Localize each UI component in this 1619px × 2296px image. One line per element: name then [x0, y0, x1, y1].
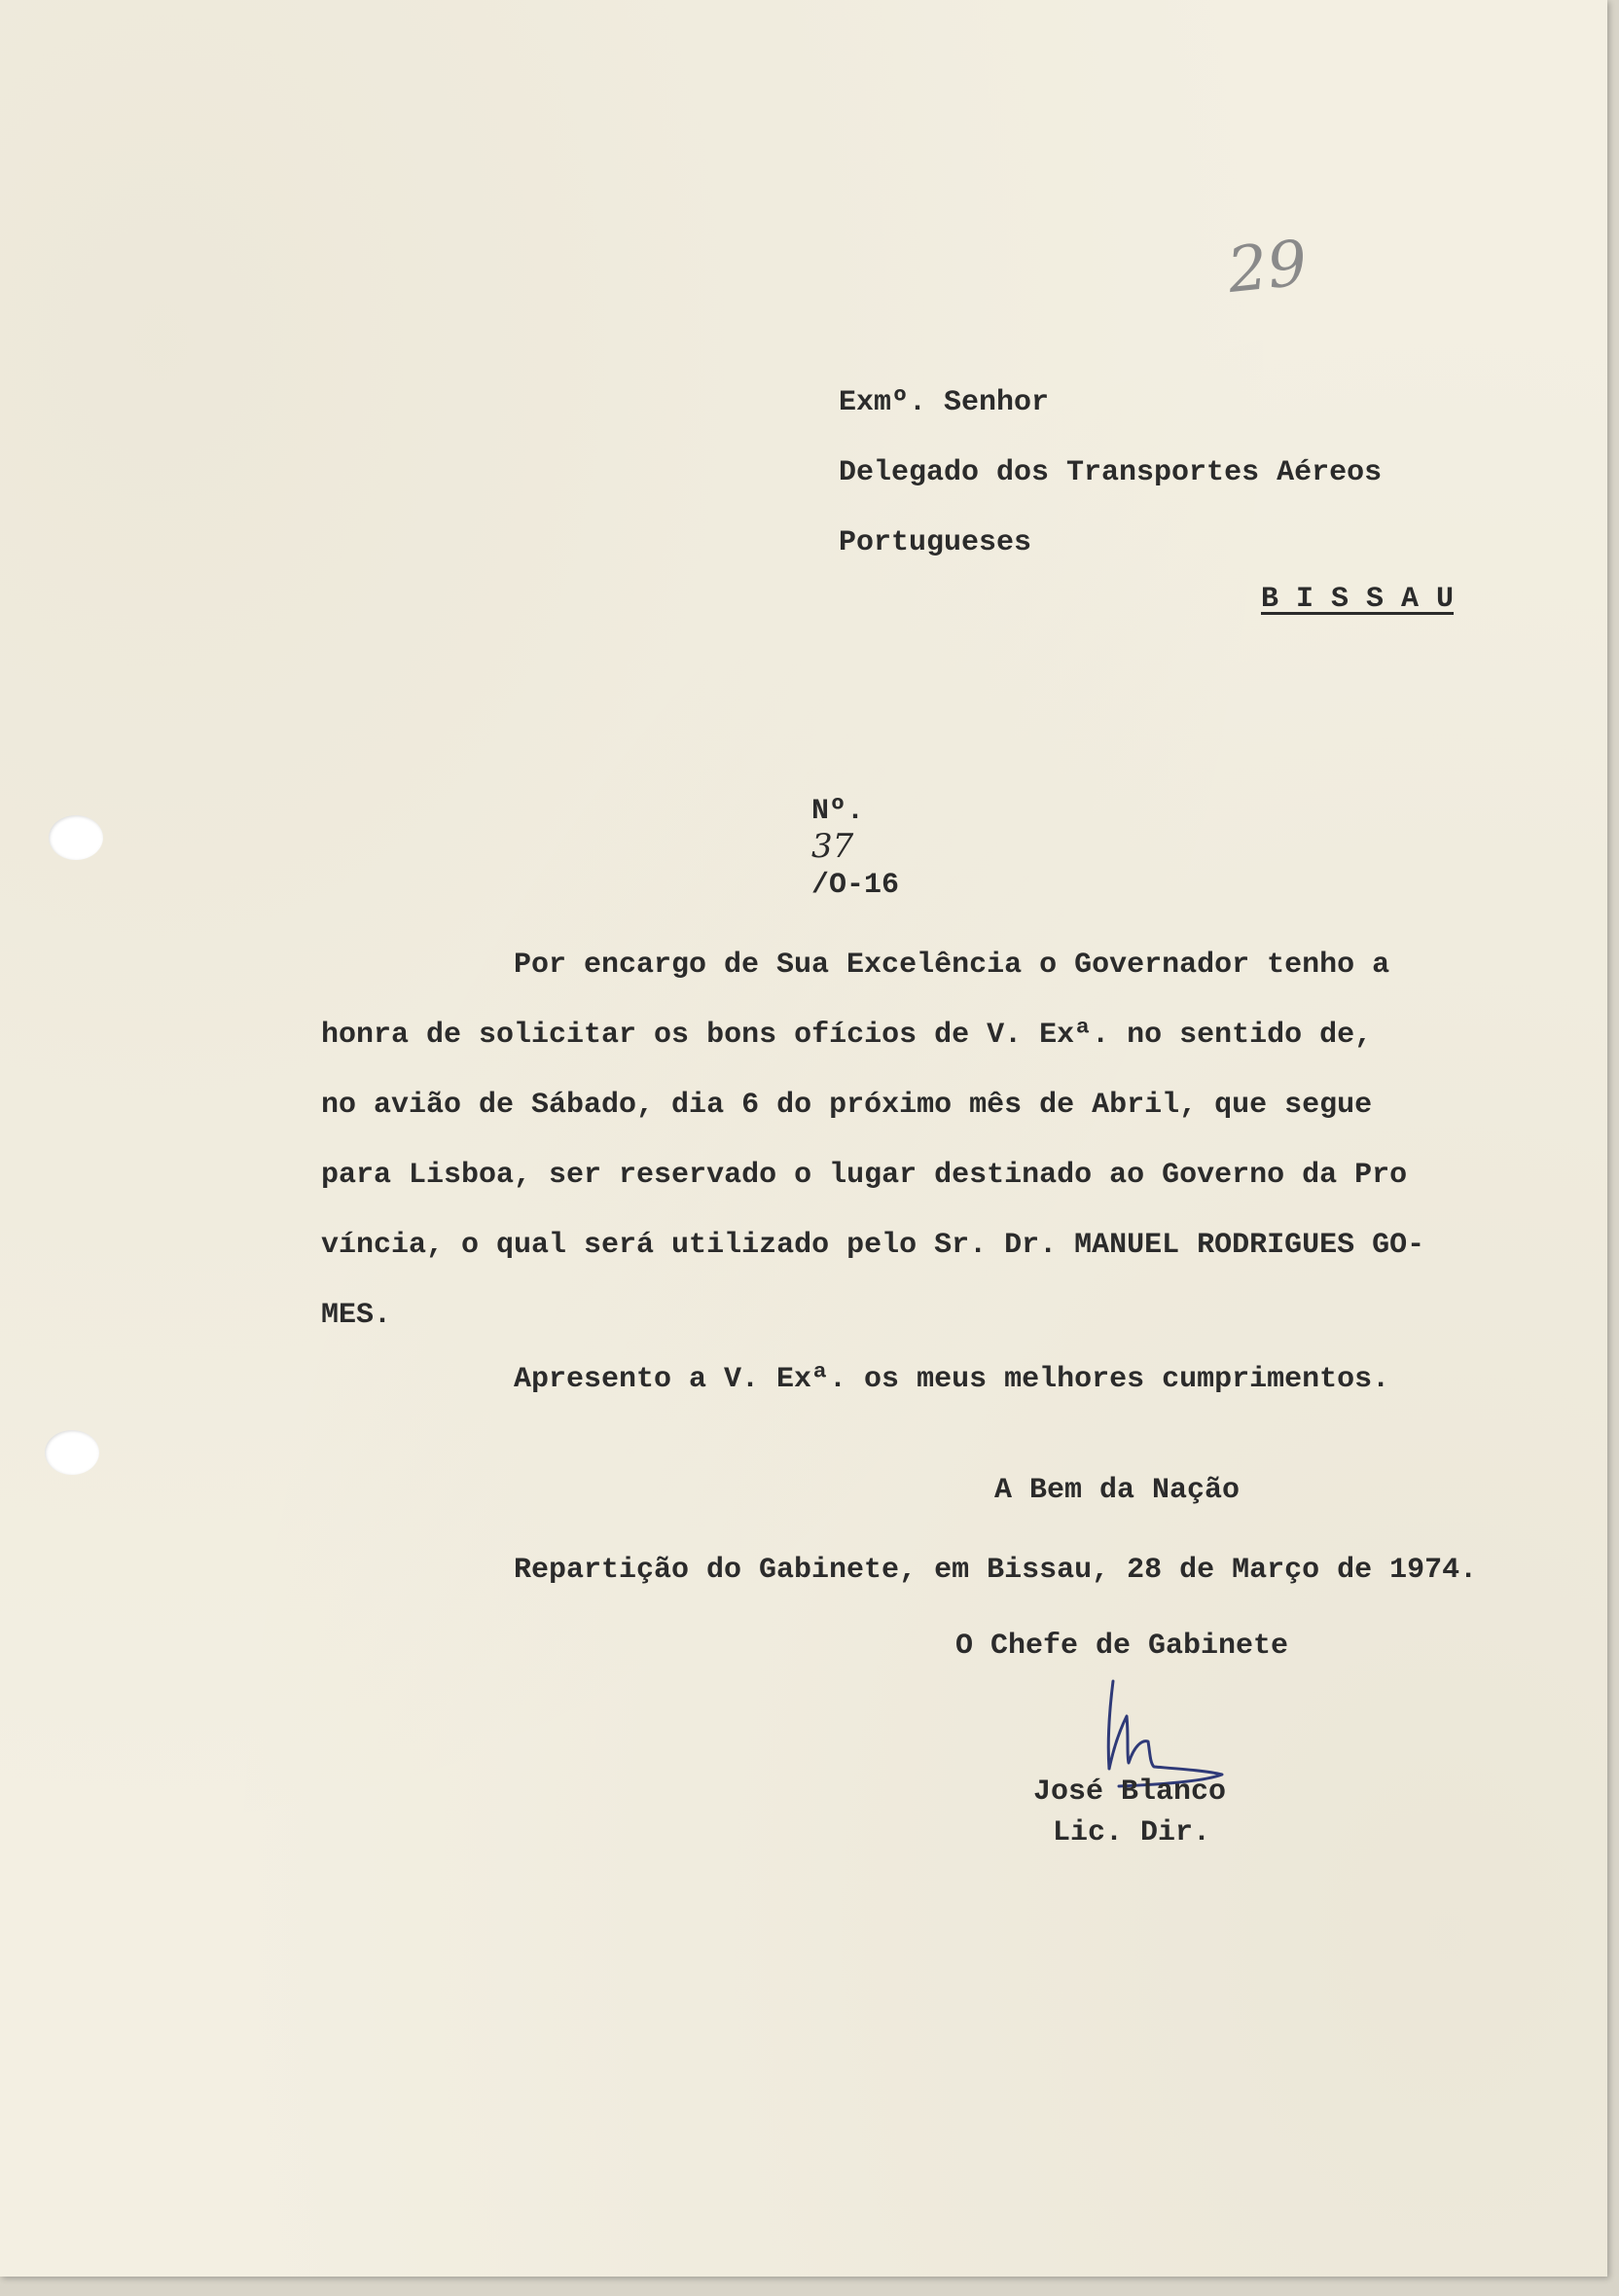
closing-place-date: Repartição do Gabinete, em Bissau, 28 de Março de 1974. — [514, 1554, 1478, 1587]
body-paragraph-2: Apresento a V. Exª. os meus melhores cumprimentos. — [514, 1363, 1390, 1396]
punch-hole-top — [49, 815, 103, 860]
closing-role: O Chefe de Gabinete — [955, 1630, 1289, 1663]
reference-handwritten-number: 37 — [811, 827, 854, 866]
addressee-city: B I S S A U — [1261, 583, 1455, 616]
closing-motto: A Bem da Nação — [994, 1474, 1241, 1507]
body-line: honra de solicitar os bons ofícios de V. Exª. no sentido de, — [321, 1019, 1373, 1052]
reference-prefix: Nº. — [811, 795, 865, 828]
page-number-mark: 29 — [1224, 227, 1312, 308]
signatory-name: José Blanco — [1033, 1776, 1227, 1809]
body-line: Por encargo de Sua Excelência o Governador tenho a — [514, 949, 1390, 982]
reference-suffix: /O-16 — [811, 869, 900, 902]
addressee-line-2: Portugueses — [839, 526, 1032, 559]
addressee-salutation: Exmº. Senhor — [839, 386, 1050, 419]
body-line: no avião de Sábado, dia 6 do próximo mês de Abril, que segue — [321, 1089, 1373, 1122]
handwritten-signature — [1061, 1673, 1236, 1790]
addressee-line-1: Delegado dos Transportes Aéreos — [839, 456, 1383, 489]
reference-number — [741, 759, 899, 938]
punch-hole-bottom — [45, 1430, 99, 1475]
signatory-title: Lic. Dir. — [1053, 1816, 1211, 1849]
body-line: MES. — [321, 1299, 392, 1332]
body-line: para Lisboa, ser reservado o lugar destinado ao Governo da Pro — [321, 1159, 1408, 1192]
body-line: víncia, o qual será utilizado pelo Sr. Dr. MANUEL RODRIGUES GO- — [321, 1229, 1425, 1262]
